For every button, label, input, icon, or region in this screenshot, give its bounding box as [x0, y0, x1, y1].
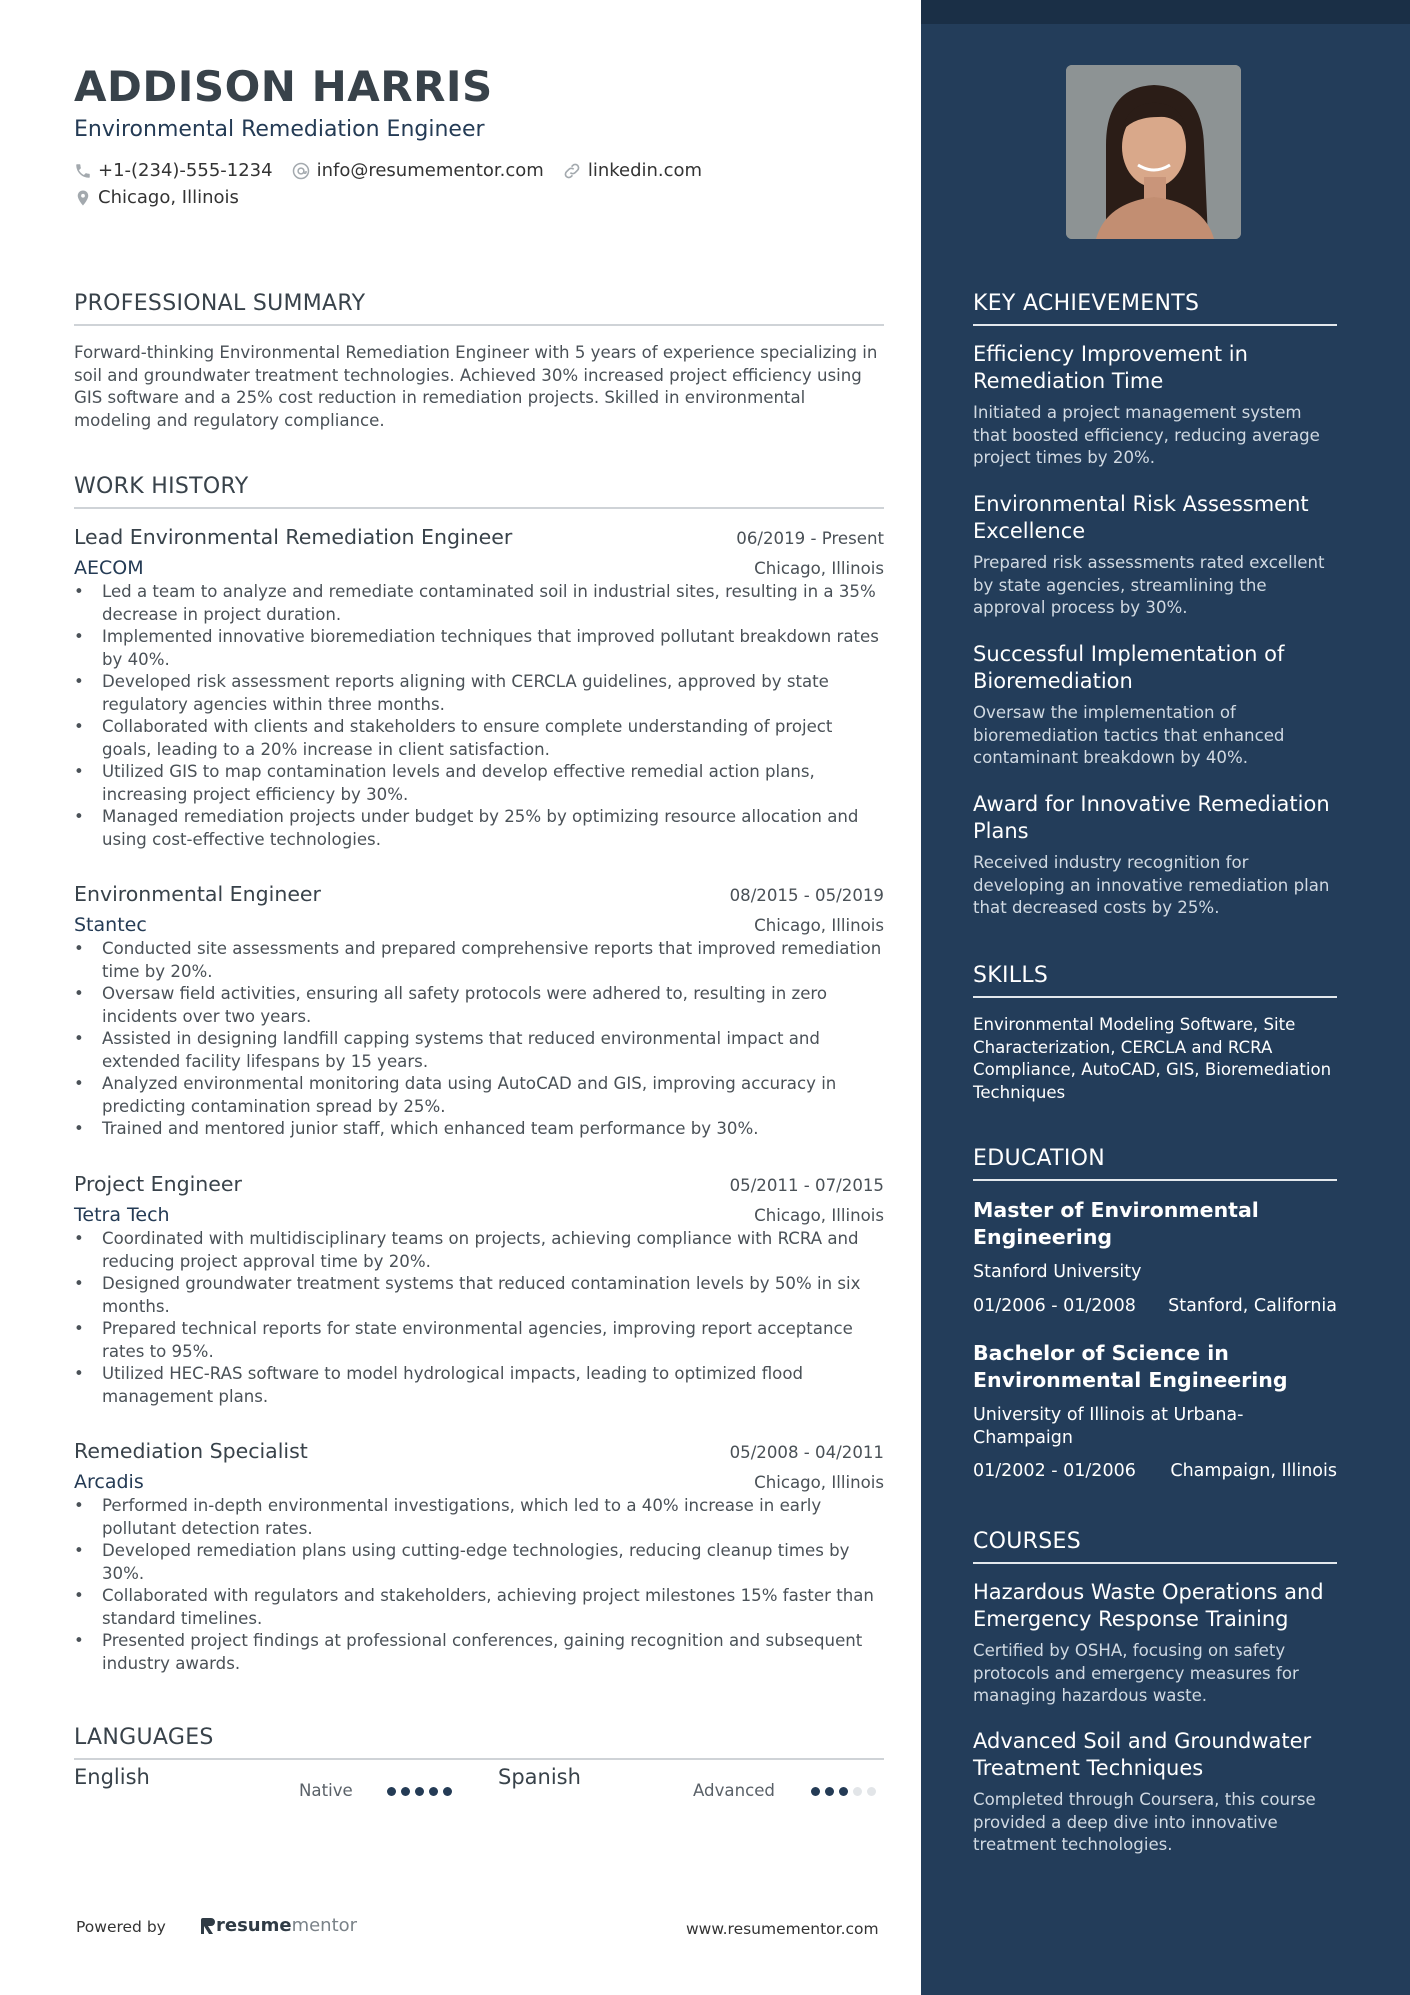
language-name: English	[74, 1765, 150, 1789]
education-location: Stanford, California	[1168, 1295, 1337, 1316]
at-sign-icon	[291, 161, 311, 181]
job-bullet: • Led a team to analyze and remediate contaminated soil in industrial sites, resulting in a 35% decrease in project duration.	[74, 581, 884, 626]
skills-text: Environmental Modeling Software, Site Characterization, CERCLA and RCRA Compliance, AutoCAD, GIS, Bioremediation Techniques	[973, 1015, 1332, 1102]
course-title: Hazardous Waste Operations and Emergency Response Training	[973, 1580, 1324, 1631]
education-dates: 01/2002 - 01/2006	[973, 1461, 1136, 1481]
school: Stanford University	[973, 1262, 1142, 1282]
job-bullet: • Managed remediation projects under budget by 25% by optimizing resource allocation and using cost-effective technologies.	[74, 806, 884, 851]
school: University of Illinois at Urbana-Champaign	[973, 1405, 1244, 1448]
company-name: Tetra Tech	[74, 1204, 170, 1226]
rating-dot	[839, 1787, 848, 1796]
course-item	[973, 1579, 1337, 1708]
job-dates: 05/2011 - 07/2015	[729, 1176, 884, 1195]
rating-dot	[429, 1787, 438, 1796]
location-contact	[74, 187, 239, 208]
link-icon	[562, 161, 582, 181]
job-bullet: • Trained and mentored junior staff, which enhanced team performance by 30%.	[74, 1118, 884, 1141]
location-row	[74, 187, 257, 208]
email-text: info@resumementor.com	[316, 160, 544, 181]
job-entry	[74, 1439, 884, 1675]
achievements-heading: KEY ACHIEVEMENTS	[973, 291, 1337, 326]
job-bullet: • Implemented innovative bioremediation techniques that improved pollutant breakdown rates by 40%.	[74, 626, 884, 671]
job-bullet: • Collaborated with regulators and stakeholders, achieving project milestones 15% faster than standard timelines.	[74, 1585, 884, 1630]
achievement-item	[973, 341, 1337, 470]
education-heading: EDUCATION	[973, 1146, 1337, 1181]
achievement-item	[973, 641, 1337, 770]
job-entry	[74, 882, 884, 1141]
job-title: Lead Environmental Remediation Engineer	[74, 525, 513, 549]
job-bullet: • Utilized GIS to map contamination levels and develop effective remedial action plans, increasing project efficiency by 30%.	[74, 761, 884, 806]
achievement-desc: Oversaw the implementation of bioremediation tactics that enhanced contaminant breakdown by 40%.	[973, 703, 1285, 767]
linkedin-text: linkedin.com	[587, 160, 703, 181]
email-contact[interactable]	[291, 160, 544, 181]
achievement-desc: Initiated a project management system that boosted efficiency, reducing average project times by 20%.	[973, 403, 1320, 467]
achievement-title: Efficiency Improvement in Remediation Time	[973, 342, 1248, 393]
candidate-title: Environmental Remediation Engineer	[74, 117, 485, 142]
rating-dot	[853, 1787, 862, 1796]
job-dates: 08/2015 - 05/2019	[729, 886, 884, 905]
sidebar	[921, 0, 1410, 1995]
linkedin-contact[interactable]	[562, 160, 702, 181]
rating-dot	[811, 1787, 820, 1796]
job-title: Project Engineer	[74, 1172, 242, 1196]
job-dates: 05/2008 - 04/2011	[729, 1443, 884, 1462]
portrait-image	[1066, 65, 1241, 239]
job-title: Remediation Specialist	[74, 1439, 308, 1463]
courses-heading: COURSES	[973, 1529, 1337, 1564]
achievement-title: Successful Implementation of Bioremediation	[973, 642, 1285, 693]
logo-mark-icon	[200, 1916, 216, 1936]
sidebar-top-bar	[921, 0, 1410, 24]
course-item	[973, 1728, 1337, 1857]
job-bullet: • Collaborated with clients and stakeholders to ensure complete understanding of project goals, leading to a 20% increase in client satisfaction.	[74, 716, 884, 761]
job-bullet: • Oversaw field activities, ensuring all safety protocols were adhered to, resulting in zero incidents over two years.	[74, 983, 884, 1028]
job-location: Chicago, Illinois	[754, 559, 884, 578]
job-bullet: • Analyzed environmental monitoring data using AutoCAD and GIS, improving accuracy in predicting contamination spread by 25%.	[74, 1073, 884, 1118]
powered-by-label: Powered by	[76, 1918, 166, 1936]
job-bullet: • Assisted in designing landfill capping systems that reduced environmental impact and extended facility lifespans by 15 years.	[74, 1028, 884, 1073]
job-bullet: • Presented project findings at professional conferences, gaining recognition and subsequent industry awards.	[74, 1630, 884, 1675]
contact-row	[74, 160, 720, 181]
achievement-title: Award for Innovative Remediation Plans	[973, 792, 1330, 843]
rating-dot	[415, 1787, 424, 1796]
language-level: Native	[299, 1781, 353, 1800]
job-dates: 06/2019 - Present	[736, 529, 884, 548]
education-location: Champaign, Illinois	[1170, 1461, 1337, 1481]
job-bullet: • Developed risk assessment reports aligning with CERCLA guidelines, approved by state regulatory agencies within three months.	[74, 671, 884, 716]
summary-heading: PROFESSIONAL SUMMARY	[74, 291, 884, 326]
job-location: Chicago, Illinois	[754, 1473, 884, 1492]
company-name: Stantec	[74, 914, 147, 936]
language-name: Spanish	[498, 1765, 581, 1789]
achievement-desc: Received industry recognition for developing an innovative remediation plan that decreased costs by 25%.	[973, 853, 1330, 917]
course-title: Advanced Soil and Groundwater Treatment Techniques	[973, 1729, 1312, 1780]
rating-dot	[867, 1787, 876, 1796]
job-bullet: • Utilized HEC-RAS software to model hydrological impacts, leading to optimized flood management plans.	[74, 1363, 884, 1408]
language-level: Advanced	[693, 1781, 775, 1800]
job-bullets	[74, 938, 884, 1141]
education-item	[973, 1197, 1337, 1316]
brand-light: mentor	[291, 1915, 358, 1936]
language-rating	[387, 1787, 457, 1796]
phone-text: +1-(234)-555-1234	[98, 160, 273, 181]
summary-text: Forward-thinking Environmental Remediation Engineer with 5 years of experience specializing in soil and groundwater treatment technologies. Achieved 30% increased project efficiency using GIS software and a 25% cost reduction in remediation projects. Skilled in environmental modeling and regulatory compliance.	[74, 343, 878, 430]
job-location: Chicago, Illinois	[754, 916, 884, 935]
course-desc: Certified by OSHA, focusing on safety protocols and emergency measures for managing hazardous waste.	[973, 1641, 1299, 1705]
job-bullet: • Designed groundwater treatment systems that reduced contamination levels by 50% in six months.	[74, 1273, 884, 1318]
education-item	[973, 1340, 1337, 1481]
degree: Bachelor of Science in Environmental Engineering	[973, 1341, 1288, 1392]
location-text: Chicago, Illinois	[98, 187, 239, 208]
work-history-heading: WORK HISTORY	[74, 474, 884, 509]
rating-dot	[443, 1787, 452, 1796]
achievement-item	[973, 791, 1337, 920]
profile-photo	[1066, 65, 1241, 239]
job-location: Chicago, Illinois	[754, 1206, 884, 1225]
job-bullets	[74, 1495, 884, 1675]
skills-heading: SKILLS	[973, 963, 1337, 998]
job-bullet: • Prepared technical reports for state environmental agencies, improving report acceptance rates to 95%.	[74, 1318, 884, 1363]
achievement-title: Environmental Risk Assessment Excellence	[973, 492, 1309, 543]
rating-dot	[401, 1787, 410, 1796]
job-bullet: • Coordinated with multidisciplinary teams on projects, achieving compliance with RCRA and reducing project approval time by 20%.	[74, 1228, 884, 1273]
job-entry	[74, 525, 884, 851]
job-entry	[74, 1172, 884, 1408]
phone-contact[interactable]	[74, 160, 273, 181]
job-title: Environmental Engineer	[74, 882, 321, 906]
candidate-name: ADDISON HARRIS	[74, 62, 493, 111]
job-bullet: • Developed remediation plans using cutting-edge technologies, reducing cleanup times by 30%.	[74, 1540, 884, 1585]
degree: Master of Environmental Engineering	[973, 1198, 1259, 1249]
job-bullets	[74, 581, 884, 851]
company-name: Arcadis	[74, 1471, 144, 1493]
phone-icon	[74, 162, 92, 180]
company-name: AECOM	[74, 557, 144, 579]
brand-bold: resume	[216, 1915, 292, 1936]
map-pin-icon	[74, 188, 92, 208]
languages-heading: LANGUAGES	[74, 1725, 884, 1760]
languages-list	[74, 1765, 884, 1807]
brand-logo[interactable]	[200, 1915, 357, 1936]
rating-dot	[387, 1787, 396, 1796]
job-bullets	[74, 1228, 884, 1408]
course-desc: Completed through Coursera, this course provided a deep dive into innovative treatment technologies.	[973, 1790, 1316, 1854]
job-bullet: • Conducted site assessments and prepared comprehensive reports that improved remediation time by 20%.	[74, 938, 884, 983]
education-dates: 01/2006 - 01/2008	[973, 1295, 1136, 1316]
language-rating	[811, 1787, 881, 1796]
job-bullet: • Performed in-depth environmental investigations, which led to a 40% increase in early pollutant detection rates.	[74, 1495, 884, 1540]
footer-url[interactable]: www.resumementor.com	[686, 1920, 879, 1938]
rating-dot	[825, 1787, 834, 1796]
achievement-item	[973, 491, 1337, 620]
achievement-desc: Prepared risk assessments rated excellent by state agencies, streamlining the approval process by 30%.	[973, 553, 1325, 617]
